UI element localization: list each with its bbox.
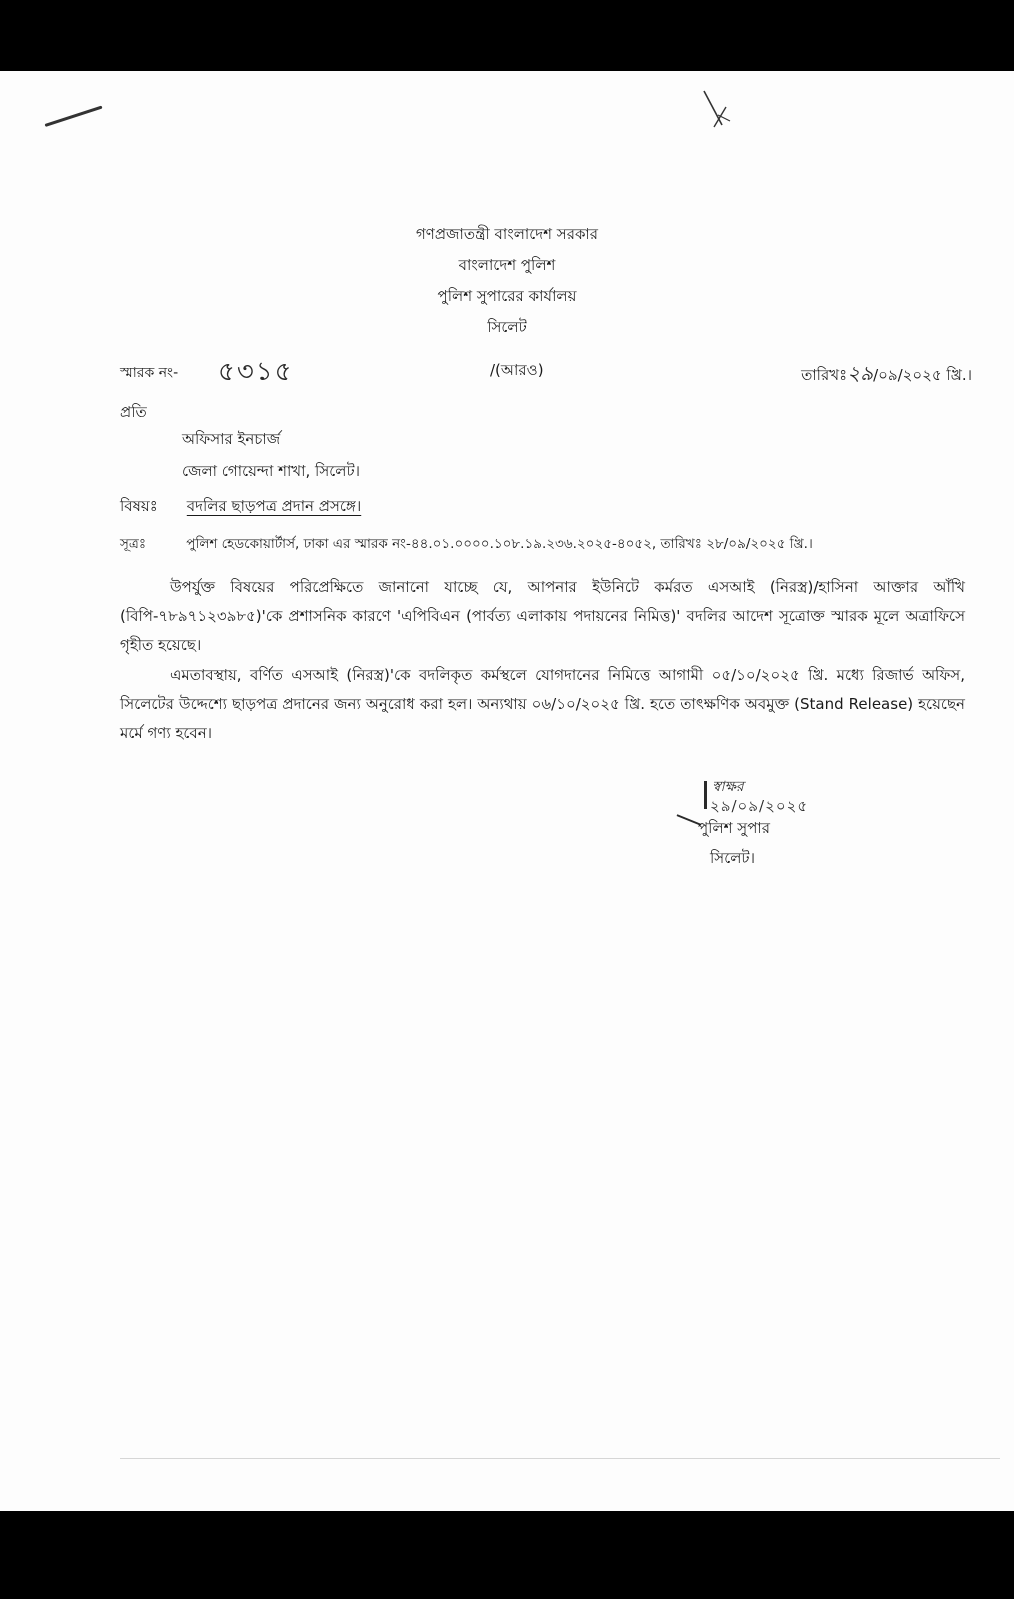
signatory-title: পুলিশ সুপার (698, 819, 770, 837)
recipient-designation: অফিসার ইনচার্জ (182, 430, 281, 448)
pen-stroke-mark (45, 106, 103, 127)
subject-row (120, 495, 361, 520)
reference-row (0, 353, 1014, 387)
signature-scribble: স্বাক্ষর (712, 779, 744, 795)
office-location: সিলেট (487, 318, 527, 336)
signature-stroke (704, 781, 707, 809)
source-label: সূত্রঃ (120, 536, 147, 552)
paragraph-text: উপর্যুক্ত বিষয়ের পরিপ্রেক্ষিতে জানানো যাচ্ছে যে, আপনার ইউনিটে কর্মরত এসআই (নিরস্ত্র)/হাসিনা আক্তার আঁখি (বিপি-৭৮৯৭১২৩৯৮৫)'কে প্রশাসনিক কারণে 'এপিবিএন (পার্বত্য এলাকায় পদায়নের নিমিত্ত)' বদলির আদেশ সূত্রোক্ত স্মারক মূলে অত্রাফিসে গৃহীত হয়েছে। (120, 578, 965, 654)
department-title: বাংলাদেশ পুলিশ (458, 256, 556, 274)
subject-label: বিষয়ঃ (120, 497, 158, 515)
date-label: তারিখঃ (801, 366, 848, 384)
letterhead (0, 219, 1014, 343)
handwritten-x-mark (700, 89, 740, 129)
signature-block (672, 773, 872, 883)
to-label: প্রতি (120, 403, 147, 421)
subject-value: বদলির ছাড়পত্র প্রদান প্রসঙ্গে। (186, 497, 362, 515)
recipient-block (182, 423, 360, 487)
paper-fold-line (120, 1458, 1000, 1459)
date-day-handwritten: ২৯ (847, 361, 874, 385)
source-value: পুলিশ হেডকোয়ার্টার্স, ঢাকা এর স্মারক নং-৪৪.০১.০০০০.১০৮.১৯.২৩৬.২০২৫-৪০৫২, তারিখঃ ২৮/০৯/২০২৫ খ্রি.। (186, 536, 813, 552)
date-rest: /০৯/২০২৫ খ্রি.। (873, 366, 972, 384)
letter-page (0, 71, 1014, 1511)
reference-number-handwritten: ৫৩১৫ (218, 357, 294, 387)
reference-label: স্মারক নং- (120, 365, 179, 381)
government-title: গণপ্রজাতন্ত্রী বাংলাদেশ সরকার (415, 225, 599, 243)
office-title: পুলিশ সুপারের কার্যালয় (437, 287, 577, 305)
source-row (120, 533, 813, 556)
letter-date (801, 359, 972, 392)
body-paragraph-2 (120, 661, 965, 748)
body-paragraph-1 (120, 573, 965, 660)
reference-suffix: /(আরও) (490, 361, 544, 379)
signature-date: ২৯/০৯/২০২৫ (710, 797, 809, 815)
signatory-place: সিলেট। (710, 849, 755, 867)
paragraph-text: এমতাবস্থায়, বর্ণিত এসআই (নিরস্ত্র)'কে বদলিকৃত কর্মস্থলে যোগদানের নিমিত্তে আগামী ০৫/১০/২০২৫ খ্রি. মধ্যে রিজার্ভ অফিস, সিলেটের উদ্দেশ্যে ছাড়পত্র প্রদানের জন্য অনুরোধ করা হল। অন্যথায় ০৬/১০/২০২৫ খ্রি. হতে তাৎক্ষণিক অবমুক্ত (Stand Release) হয়েছেন মর্মে গণ্য হবেন। (120, 666, 965, 742)
recipient-unit: জেলা গোয়েন্দা শাখা, সিলেট। (182, 462, 360, 480)
